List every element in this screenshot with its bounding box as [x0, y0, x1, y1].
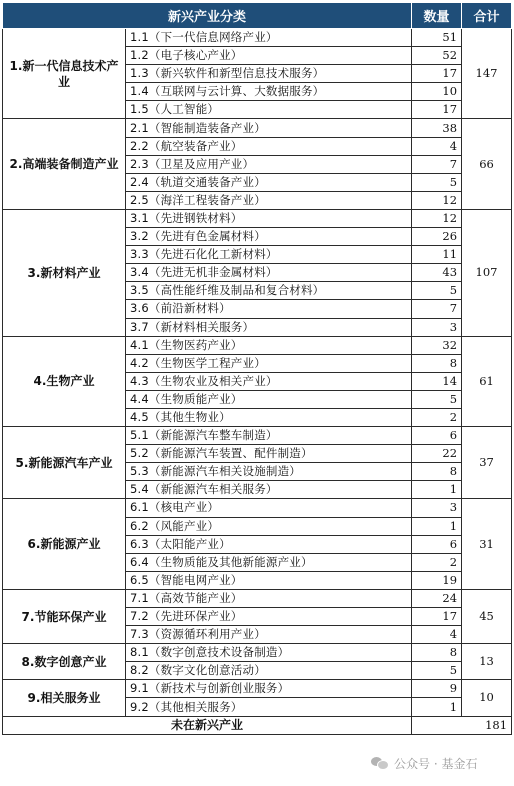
subcategory-label: 2.1（智能制造装备产业） — [126, 119, 412, 137]
subcategory-count: 12 — [412, 209, 462, 227]
subcategory-count: 5 — [412, 662, 462, 680]
subcategory-label: 3.7（新材料相关服务） — [126, 318, 412, 336]
subcategory-count: 52 — [412, 47, 462, 65]
table-row — [3, 209, 512, 227]
subcategory-label: 5.1（新能源汽车整车制造） — [126, 427, 412, 445]
footer-row — [3, 716, 512, 734]
category-total: 66 — [462, 119, 512, 209]
wechat-icon — [371, 756, 389, 770]
table-row — [3, 499, 512, 517]
subcategory-label: 8.1（数字创意技术设备制造） — [126, 644, 412, 662]
category-name: 2.高端装备制造产业 — [3, 119, 126, 209]
subcategory-count: 2 — [412, 553, 462, 571]
industry-table — [2, 2, 512, 735]
subcategory-label: 3.1（先进钢铁材料） — [126, 209, 412, 227]
subcategory-label: 3.2（先进有色金属材料） — [126, 228, 412, 246]
subcategory-count: 2 — [412, 408, 462, 426]
subcategory-count: 14 — [412, 372, 462, 390]
footer-count: 181 — [412, 716, 512, 734]
table-row — [3, 336, 512, 354]
category-total: 31 — [462, 499, 512, 589]
subcategory-label: 5.3（新能源汽车相关设施制造） — [126, 463, 412, 481]
subcategory-label: 2.3（卫星及应用产业） — [126, 155, 412, 173]
subcategory-label: 3.4（先进无机非金属材料） — [126, 264, 412, 282]
subcategory-count: 5 — [412, 390, 462, 408]
table-row — [3, 644, 512, 662]
header-count: 数量 — [412, 3, 462, 29]
subcategory-label: 6.1（核电产业） — [126, 499, 412, 517]
subcategory-count: 1 — [412, 481, 462, 499]
subcategory-label: 1.4（互联网与云计算、大数据服务） — [126, 83, 412, 101]
subcategory-label: 4.2（生物医学工程产业） — [126, 354, 412, 372]
table-row — [3, 427, 512, 445]
table-body — [3, 29, 512, 717]
subcategory-label: 6.3（太阳能产业） — [126, 535, 412, 553]
subcategory-count: 10 — [412, 83, 462, 101]
subcategory-label: 4.1（生物医药产业） — [126, 336, 412, 354]
subcategory-label: 6.4（生物质能及其他新能源产业） — [126, 553, 412, 571]
subcategory-count: 7 — [412, 300, 462, 318]
subcategory-count: 5 — [412, 282, 462, 300]
subcategory-label: 3.3（先进石化化工新材料） — [126, 246, 412, 264]
subcategory-count: 17 — [412, 101, 462, 119]
table-row — [3, 680, 512, 698]
category-name: 4.生物产业 — [3, 336, 126, 426]
watermark-text: 公众号 · 基金石 — [394, 756, 478, 771]
subcategory-label: 2.4（轨道交通装备产业） — [126, 173, 412, 191]
subcategory-label: 8.2（数字文化创意活动） — [126, 662, 412, 680]
category-total: 147 — [462, 29, 512, 119]
category-total: 13 — [462, 644, 512, 680]
subcategory-label: 9.2（其他相关服务） — [126, 698, 412, 716]
subcategory-count: 24 — [412, 589, 462, 607]
subcategory-count: 3 — [412, 499, 462, 517]
subcategory-count: 4 — [412, 137, 462, 155]
subcategory-count: 8 — [412, 463, 462, 481]
subcategory-count: 1 — [412, 698, 462, 716]
subcategory-label: 7.3（资源循环利用产业） — [126, 626, 412, 644]
subcategory-count: 1 — [412, 517, 462, 535]
subcategory-count: 17 — [412, 608, 462, 626]
table-row — [3, 119, 512, 137]
subcategory-count: 17 — [412, 65, 462, 83]
subcategory-count: 8 — [412, 354, 462, 372]
subcategory-label: 1.5（人工智能） — [126, 101, 412, 119]
subcategory-count: 51 — [412, 29, 462, 47]
subcategory-label: 6.2（风能产业） — [126, 517, 412, 535]
category-total: 10 — [462, 680, 512, 716]
subcategory-label: 9.1（新技术与创新创业服务） — [126, 680, 412, 698]
category-name: 9.相关服务业 — [3, 680, 126, 716]
header-total: 合计 — [462, 3, 512, 29]
subcategory-label: 4.3（生物农业及相关产业） — [126, 372, 412, 390]
subcategory-label: 1.1（下一代信息网络产业） — [126, 29, 412, 47]
category-name: 8.数字创意产业 — [3, 644, 126, 680]
category-total: 61 — [462, 336, 512, 426]
subcategory-count: 9 — [412, 680, 462, 698]
category-name: 7.节能环保产业 — [3, 589, 126, 643]
table-row — [3, 29, 512, 47]
table-row — [3, 589, 512, 607]
category-total: 107 — [462, 209, 512, 336]
subcategory-label: 5.4（新能源汽车相关服务） — [126, 481, 412, 499]
subcategory-label: 3.5（高性能纤维及制品和复合材料） — [126, 282, 412, 300]
footer-label: 未在新兴产业 — [3, 716, 412, 734]
subcategory-count: 11 — [412, 246, 462, 264]
subcategory-count: 38 — [412, 119, 462, 137]
subcategory-count: 32 — [412, 336, 462, 354]
subcategory-label: 7.2（先进环保产业） — [126, 608, 412, 626]
subcategory-label: 2.5（海洋工程装备产业） — [126, 191, 412, 209]
subcategory-count: 8 — [412, 644, 462, 662]
subcategory-count: 3 — [412, 318, 462, 336]
category-name: 3.新材料产业 — [3, 209, 126, 336]
subcategory-count: 12 — [412, 191, 462, 209]
subcategory-count: 43 — [412, 264, 462, 282]
subcategory-count: 26 — [412, 228, 462, 246]
subcategory-count: 22 — [412, 445, 462, 463]
category-total: 45 — [462, 589, 512, 643]
subcategory-label: 6.5（智能电网产业） — [126, 571, 412, 589]
header-category: 新兴产业分类 — [3, 3, 412, 29]
subcategory-label: 1.3（新兴软件和新型信息技术服务） — [126, 65, 412, 83]
subcategory-label: 1.2（电子核心产业） — [126, 47, 412, 65]
header-row — [3, 3, 512, 29]
subcategory-label: 5.2（新能源汽车装置、配件制造） — [126, 445, 412, 463]
subcategory-label: 4.5（其他生物业） — [126, 408, 412, 426]
category-name: 5.新能源汽车产业 — [3, 427, 126, 499]
watermark — [368, 752, 480, 774]
subcategory-label: 4.4（生物质能产业） — [126, 390, 412, 408]
category-name: 6.新能源产业 — [3, 499, 126, 589]
subcategory-count: 5 — [412, 173, 462, 191]
subcategory-label: 7.1（高效节能产业） — [126, 589, 412, 607]
subcategory-count: 6 — [412, 535, 462, 553]
subcategory-count: 19 — [412, 571, 462, 589]
subcategory-count: 6 — [412, 427, 462, 445]
subcategory-label: 3.6（前沿新材料） — [126, 300, 412, 318]
category-name: 1.新一代信息技术产业 — [3, 29, 126, 119]
category-total: 37 — [462, 427, 512, 499]
subcategory-count: 4 — [412, 626, 462, 644]
subcategory-count: 7 — [412, 155, 462, 173]
subcategory-label: 2.2（航空装备产业） — [126, 137, 412, 155]
